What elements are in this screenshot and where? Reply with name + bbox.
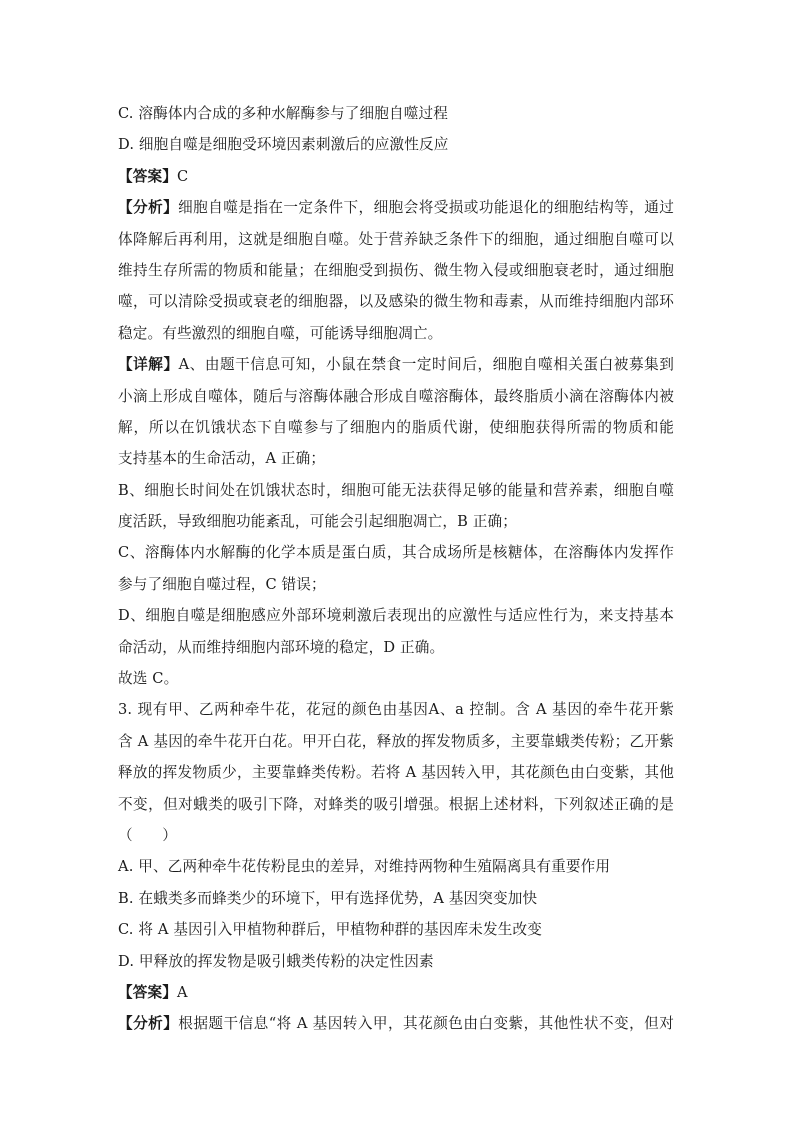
text-line (118, 726, 674, 757)
line-text: D. 甲释放的挥发物是吸引蛾类传粉的决定性因素 (118, 952, 434, 970)
line-text: 解，所以在饥饿状态下自噬参与了细胞内的脂质代谢，使细胞获得所需的物质和能 (118, 418, 674, 436)
line-text: 体降解后再利用，这就是细胞自噬。处于营养缺乏条件下的细胞，通过细胞自噬可以 (118, 230, 674, 248)
line-text: 3. 现有甲、乙两种牵牛花，花冠的颜色由基因A、a 控制。含 A 基因的牵牛花开紫 (118, 701, 674, 719)
line-text: 参与了细胞自噬过程，C 错误； (118, 575, 326, 593)
line-text: 细胞自噬是指在一定条件下，细胞会将受损或功能退化的细胞结构等，通过 (178, 199, 674, 217)
line-text: 含 A 基因的牵牛花开白花。甲开白花，释放的挥发物质多，主要靠蛾类传粉；乙开紫 (118, 732, 674, 750)
text-line (118, 537, 674, 568)
line-text: D. 细胞自噬是细胞受环境因素刺激后的应激性反应 (118, 136, 449, 154)
text-line (118, 318, 674, 349)
section-tag: 【答案】 (118, 983, 177, 1001)
section-tag: 【分析】 (118, 199, 179, 217)
text-line (118, 381, 674, 412)
line-text: 小滴上形成自噬体，随后与溶酶体融合形成自噬溶酶体，最终脂质小滴在溶酶体内被 (118, 387, 674, 405)
text-line (118, 757, 674, 788)
section-tag: 【分析】 (118, 1015, 179, 1033)
line-text: 度活跃，导致细胞功能紊乱，可能会引起细胞凋亡，B 正确； (118, 513, 518, 531)
line-text: C、溶酶体内水解酶的化学本质是蛋白质，其合成场所是核糖体，在溶酶体内发挥作 (118, 544, 674, 562)
line-text: 支持基本的生命活动，A 正确； (118, 450, 326, 468)
line-text: A (176, 983, 188, 1001)
text-line (118, 129, 674, 160)
line-text: 命活动，从而维持细胞内部环境的稳定，D 正确。 (118, 638, 445, 656)
text-line (118, 443, 674, 474)
text-line (118, 286, 674, 317)
text-line (118, 914, 674, 945)
line-text: B、细胞长时间处在饥饿状态时，细胞可能无法获得足够的能量和营养素，细胞自噬 (118, 481, 674, 499)
text-line (118, 192, 674, 223)
text-line (118, 255, 674, 286)
text-line (118, 569, 674, 600)
text-line (118, 412, 674, 443)
line-text: C (176, 167, 189, 185)
text-line (118, 161, 674, 192)
text-line (118, 98, 674, 129)
line-text: A. 甲、乙两种牵牛花传粉昆虫的差异，对维持两物种生殖隔离具有重要作用 (118, 858, 611, 876)
text-line (118, 224, 674, 255)
text-line (118, 1008, 674, 1039)
text-line (118, 632, 674, 663)
line-text: 稳定。有些激烈的细胞自噬，可能诱导细胞凋亡。 (118, 324, 443, 342)
line-text: C. 将 A 基因引入甲植物种群后，甲植物种群的基因库未发生改变 (118, 921, 542, 939)
line-text: 不变，但对蛾类的吸引下降，对蜂类的吸引增强。根据上述材料，下列叙述正确的是 (118, 795, 674, 813)
text-line (118, 663, 674, 694)
line-text: 释放的挥发物质少，主要靠蜂类传粉。若将 A 基因转入甲，其花颜色由白变紫，其他 (118, 764, 674, 782)
text-line (118, 600, 674, 631)
line-text: A、由题干信息可知，小鼠在禁食一定时间后，细胞自噬相关蛋白被募集到 (178, 356, 674, 374)
line-text: D、细胞自噬是细胞感应外部环境刺激后表现出的应激性与适应性行为，来支持基本 (118, 607, 674, 625)
text-line (118, 883, 674, 914)
text-line (118, 694, 674, 725)
text-line (118, 977, 674, 1008)
line-text: C. 溶酶体内合成的多种水解酶参与了细胞自噬过程 (118, 105, 448, 122)
text-line (118, 789, 674, 820)
line-text: 噬，可以清除受损或衰老的细胞器，以及感染的微生物和毒素，从而维持细胞内部环 (118, 293, 674, 311)
section-tag: 【答案】 (118, 167, 177, 185)
line-text: 故选 C。 (118, 670, 179, 688)
text-line (118, 506, 674, 537)
text-line (118, 475, 674, 506)
line-text: B. 在蛾类多而蜂类少的环境下，甲有选择优势，A 基因突变加快 (118, 889, 538, 907)
text-line (118, 820, 674, 851)
line-text: 根据题干信息“将 A 基因转入甲，其花颜色由白变紫，其他性状不变，但对 (178, 1015, 674, 1033)
text-line (118, 851, 674, 882)
text-line (118, 946, 674, 977)
section-tag: 【详解】 (118, 356, 179, 374)
text-line (118, 349, 674, 380)
line-text: （ ） (118, 826, 177, 844)
document-body (118, 98, 674, 1040)
line-text: 维持生存所需的物质和能量；在细胞受到损伤、微生物入侵或细胞衰老时，通过细胞 (118, 261, 674, 279)
